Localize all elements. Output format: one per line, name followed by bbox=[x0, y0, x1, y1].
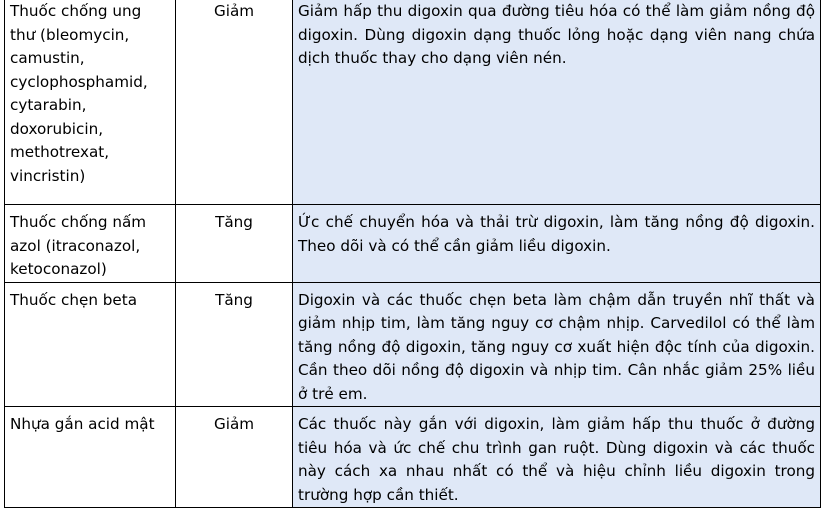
comment-cell: Ức chế chuyển hóa và thải trừ digoxin, làm tăng nồng độ digoxin. Theo dõi và có thể cần giảm liều digoxin. bbox=[293, 205, 821, 283]
drug-cell: Thuốc chẹn beta bbox=[5, 282, 176, 407]
effect-cell: Tăng bbox=[176, 282, 293, 407]
comment-cell: Các thuốc này gắn với digoxin, làm giảm hấp thu thuốc ở đường tiêu hóa và ức chế chu trình gan ruột. Dùng digoxin và các thuốc này cách xa nhau nhất có thể và hiệu chỉnh liều digoxin trong trường hợp cần thiết. bbox=[293, 407, 821, 508]
drug-cell: Nhựa gắn acid mật bbox=[5, 407, 176, 508]
drug-interaction-table bbox=[4, 0, 821, 508]
comment-cell: Digoxin và các thuốc chẹn beta làm chậm dẫn truyền nhĩ thất và giảm nhịp tim, làm tăng nguy cơ chậm nhịp. Carvedilol có thể làm tăng nồng độ digoxin, tăng nguy cơ xuất hiện độc tính của digoxin. Cần theo dõi nồng độ digoxin và nhịp tim. Cân nhắc giảm 25% liều ở trẻ em. bbox=[293, 282, 821, 407]
effect-cell: Tăng bbox=[176, 205, 293, 283]
drug-cell: Thuốc chống nấm azol (itraconazol, ketoconazol) bbox=[5, 205, 176, 283]
table-row bbox=[5, 205, 821, 283]
table-row bbox=[5, 407, 821, 508]
effect-cell: Giảm bbox=[176, 0, 293, 205]
effect-cell: Giảm bbox=[176, 407, 293, 508]
drug-cell: Thuốc chống ung thư (bleomycin, camustin, cyclophosphamid, cytarabin, doxorubicin, methotrexat, vincristin) bbox=[5, 0, 176, 205]
table-row bbox=[5, 282, 821, 407]
table-row bbox=[5, 0, 821, 205]
comment-cell: Giảm hấp thu digoxin qua đường tiêu hóa có thể làm giảm nồng độ digoxin. Dùng digoxin dạng thuốc lỏng hoặc dạng viên nang chứa dịch thuốc thay cho dạng viên nén. bbox=[293, 0, 821, 205]
